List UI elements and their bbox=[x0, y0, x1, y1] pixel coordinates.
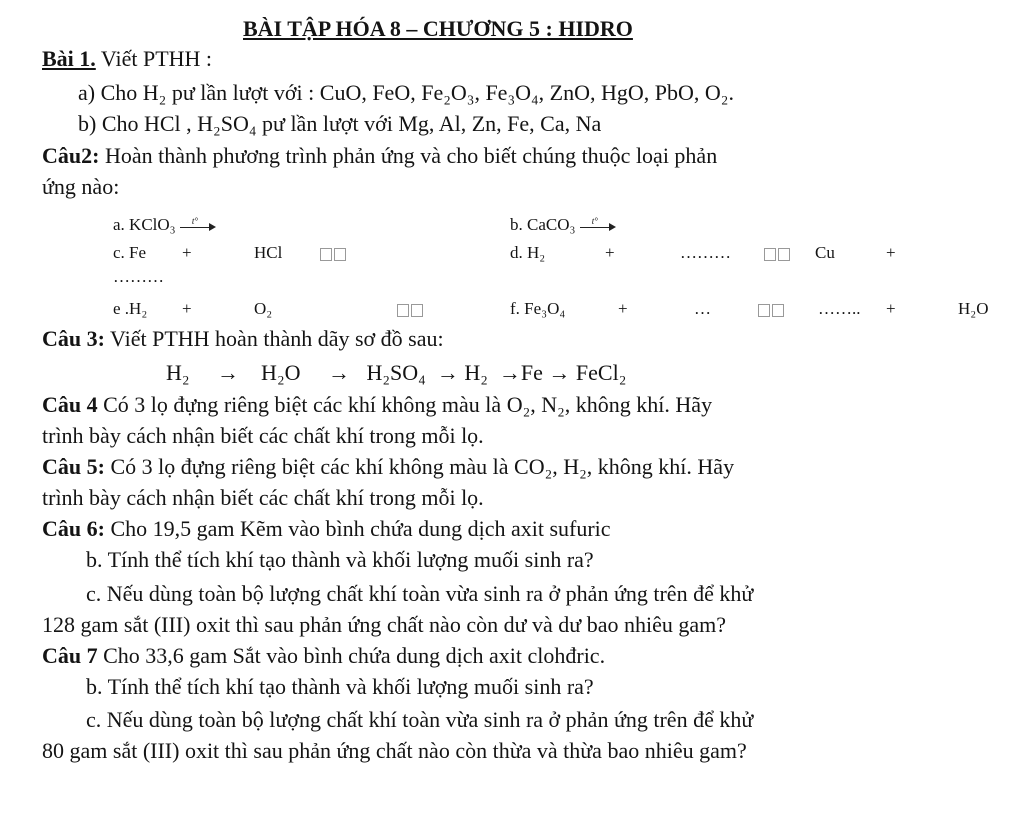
eq-d-h2: d. H₂ bbox=[510, 243, 546, 262]
page-title: BÀI TẬP HÓA 8 – CHƯƠNG 5 : HIDRO bbox=[243, 16, 633, 41]
cau4-line2: trình bày cách nhận biết các chất khí trong mỗi lọ. bbox=[42, 423, 484, 448]
bai1-item-a: a) Cho H₂ pư lần lượt với : CuO, FeO, Fe₂O₃, Fe₃O₄, ZnO, HgO, PbO, O₂. bbox=[78, 80, 734, 105]
cau6-text: Cho 19,5 gam Kẽm vào bình chứa dung dịch axit sufuric bbox=[104, 516, 611, 541]
eq-f-plus2: + bbox=[886, 299, 896, 318]
cau4-label: Câu 4 bbox=[42, 392, 98, 417]
cau3-heading bbox=[42, 326, 444, 352]
cau4-text: Có 3 lọ đựng riêng biệt các khí không màu là O₂, N₂, không khí. Hãy bbox=[97, 392, 713, 417]
missing-glyph-box-icon bbox=[764, 242, 792, 264]
eq-c-plus: + bbox=[182, 243, 192, 262]
cau5-line2: trình bày cách nhận biết các chất khí trong mỗi lọ. bbox=[42, 485, 484, 510]
eq-d-plus: + bbox=[605, 243, 615, 262]
cau6-label: Câu 6: bbox=[42, 516, 105, 541]
eq-f-dots2: …….. bbox=[818, 299, 861, 318]
cau2-line1 bbox=[42, 143, 717, 169]
eq-d-plus2: + bbox=[886, 243, 896, 262]
cau2-label: Câu2: bbox=[42, 143, 100, 168]
cau7-c1: c. Nếu dùng toàn bộ lượng chất khí toàn vừa sinh ra ở phản ứng trên để khử bbox=[86, 707, 754, 732]
eq-b-reactant: b. CaCO₃ bbox=[510, 215, 576, 234]
eq-c-hcl: HCl bbox=[254, 243, 283, 262]
cau3-label: Câu 3: bbox=[42, 326, 105, 351]
cau5-line1 bbox=[42, 454, 734, 480]
cau7-c2: 80 gam sắt (III) oxit thì sau phản ứng chất nào còn thừa và thừa bao nhiêu gam? bbox=[42, 738, 747, 763]
bai1-label: Bài 1. bbox=[42, 46, 96, 71]
missing-glyph-box-icon bbox=[397, 298, 425, 320]
cau7-text: Cho 33,6 gam Sắt vào bình chứa dung dịch axit clohđric. bbox=[97, 643, 606, 668]
heat-arrow-icon: t° bbox=[180, 219, 216, 233]
eq-e-plus: + bbox=[182, 299, 192, 318]
cau3-reaction-chain: H₂ → H₂O → H₂SO₄ → H₂ →Fe → FeCl₂ bbox=[166, 360, 627, 385]
eq-f-h2o: H₂O bbox=[958, 299, 989, 318]
cau6-c2: 128 gam sắt (III) oxit thì sau phản ứng chất nào còn dư và dư bao nhiêu gam? bbox=[42, 612, 726, 637]
eq-e-h2: e .H₂ bbox=[113, 299, 148, 318]
missing-glyph-box-icon bbox=[320, 242, 348, 264]
eq-d-cu: Cu bbox=[815, 243, 835, 262]
eq-c-fe: c. Fe bbox=[113, 243, 147, 262]
eq-a bbox=[113, 214, 216, 236]
cau7-line1 bbox=[42, 643, 605, 669]
cau5-label: Câu 5: bbox=[42, 454, 105, 479]
cau5-text: Có 3 lọ đựng riêng biệt các khí không màu là CO₂, H₂, không khí. Hãy bbox=[104, 454, 735, 479]
bai1-item-b: b) Cho HCl , H₂SO₄ pư lần lượt với Mg, Al, Zn, Fe, Ca, Na bbox=[78, 111, 602, 136]
heat-arrow-icon: t° bbox=[580, 219, 616, 233]
eq-f-dots: … bbox=[694, 299, 711, 318]
cau2-text: Hoàn thành phương trình phản ứng và cho biết chúng thuộc loại phản bbox=[99, 143, 718, 168]
cau6-c1: c. Nếu dùng toàn bộ lượng chất khí toàn vừa sinh ra ở phản ứng trên để khử bbox=[86, 581, 754, 606]
cau4-line1 bbox=[42, 392, 712, 418]
eq-e-o2: O₂ bbox=[254, 299, 273, 318]
cau7-b: b. Tính thể tích khí tạo thành và khối lượng muối sinh ra? bbox=[86, 674, 594, 699]
cau6-b: b. Tính thể tích khí tạo thành và khối lượng muối sinh ra? bbox=[86, 547, 594, 572]
eq-dots-line: ……… bbox=[113, 267, 164, 286]
eq-f-fe3o4: f. Fe₃O₄ bbox=[510, 299, 566, 318]
eq-f-plus: + bbox=[618, 299, 628, 318]
eq-b bbox=[510, 214, 616, 236]
cau7-label: Câu 7 bbox=[42, 643, 98, 668]
bai1-heading bbox=[42, 46, 212, 72]
missing-glyph-box-icon bbox=[758, 298, 786, 320]
bai1-text: Viết PTHH : bbox=[95, 46, 213, 71]
eq-d-dots: ……… bbox=[680, 243, 731, 262]
cau2-line2: ứng nào: bbox=[42, 174, 120, 199]
eq-a-reactant: a. KClO₃ bbox=[113, 215, 176, 234]
cau6-line1 bbox=[42, 516, 611, 542]
cau3-text: Viết PTHH hoàn thành dãy sơ đồ sau: bbox=[104, 326, 444, 351]
